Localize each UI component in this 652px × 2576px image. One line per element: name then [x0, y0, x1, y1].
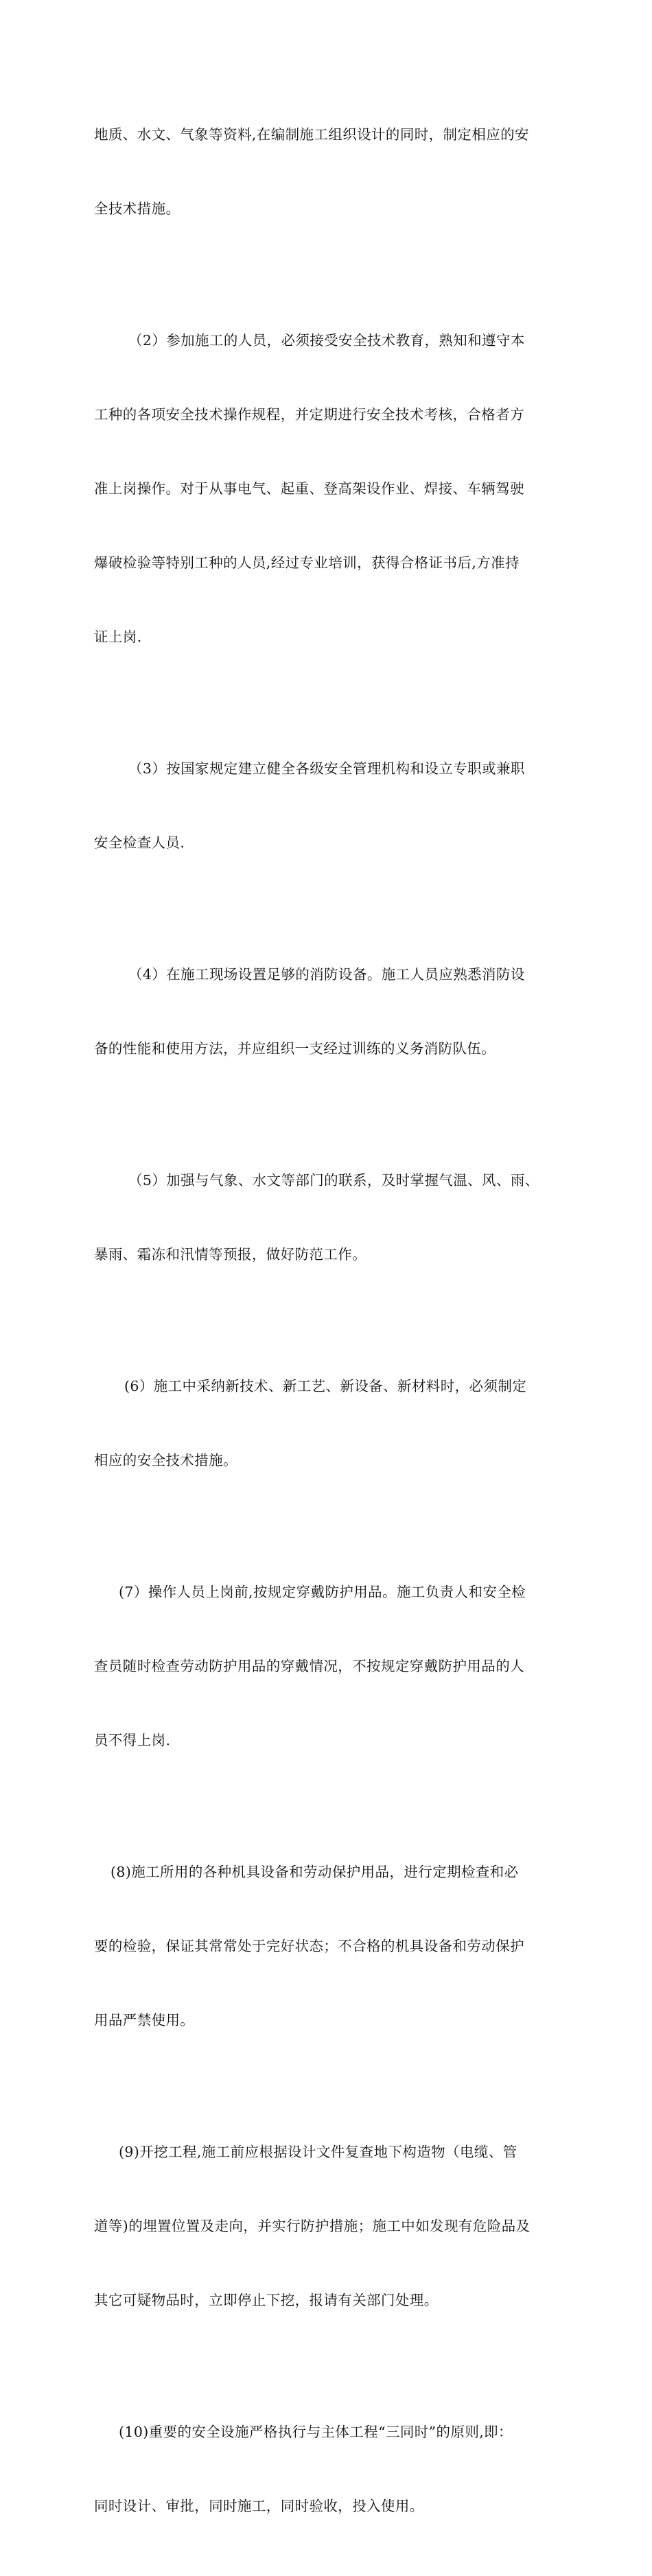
paragraph-line: 暴雨、霜冻和汛情等预报，做好防范工作。: [94, 1246, 367, 1263]
paragraph-line: 证上岗.: [94, 629, 142, 645]
paragraph-line: (9)开挖工程,施工前应根据设计文件复查地下构造物（电缆、管: [119, 2144, 517, 2160]
paragraph-item-4: [94, 913, 568, 1110]
paragraph-line: （5）加强与气象、水文等部门的联系，及时掌握气温、风、雨、: [128, 1172, 539, 1189]
paragraph-line: 安全检查人员.: [94, 834, 185, 851]
paragraph-line: 员不得上岗.: [94, 1732, 171, 1748]
paragraph-item-5: [94, 1119, 568, 1316]
paragraph-line: 准上岗操作。对于从事电气、起重、登高架设作业、焊接、车辆驾驶: [94, 480, 524, 497]
paragraph-line: 爆破检验等特别工种的人员,经过专业培训，获得合格证书后,方准持: [94, 554, 520, 571]
paragraph-item-6: [94, 1324, 568, 1522]
paragraph-line: 道等)的埋置位置及走向，并实行防护措施；施工中如发现有危险品及: [94, 2218, 531, 2234]
paragraph-item-7: [94, 1530, 568, 1802]
paragraph-line: 地质、水文、气象等资料,在编制施工组织设计的同时，制定相应的安: [94, 126, 529, 143]
document-body: [94, 73, 568, 2576]
paragraph-line: 要的检验，保证其常常处于完好状态；不合格的机具设备和劳动保护: [94, 1938, 524, 1954]
paragraph-item-10: [94, 2370, 568, 2568]
paragraph-intro: [94, 73, 568, 270]
paragraph-line: 工种的各项安全技术操作规程，并定期进行安全技术考核，合格者方: [94, 406, 524, 423]
paragraph-line: 全技术措施。: [94, 200, 181, 217]
paragraph-line: 相应的安全技术措施。: [94, 1452, 237, 1468]
paragraph-line: （2）参加施工的人员，必须接受安全技术教育，熟知和遵守本: [128, 332, 525, 349]
paragraph-line: 查员随时检查劳动防护用品的穿戴情况，不按规定穿戴防护用品的人: [94, 1658, 524, 1674]
paragraph-line: (8)施工所用的各种机具设备和劳动保护用品，进行定期检查和必: [110, 1864, 519, 1880]
paragraph-line: 用品严禁使用。: [94, 2012, 195, 2028]
paragraph-line: （4）在施工现场设置足够的消防设备。施工人员应熟悉消防设: [128, 966, 525, 983]
paragraph-item-9: [94, 2090, 568, 2362]
paragraph-line: 其它可疑物品时，立即停止下挖，报请有关部门处理。: [94, 2292, 439, 2308]
paragraph-line: 同时设计、审批，同时施工，同时验收，投入使用。: [94, 2498, 424, 2514]
paragraph-line: （3）按国家规定建立健全各级安全管理机构和设立专职或兼职: [128, 760, 525, 777]
paragraph-item-8: [94, 1810, 568, 2082]
paragraph-line: (6）施工中采纳新技术、新工艺、新设备、新材料时，必须制定: [124, 1378, 527, 1394]
paragraph-item-3: [94, 707, 568, 904]
paragraph-line: 备的性能和使用方法，并应组织一支经过训练的义务消防队伍。: [94, 1040, 496, 1057]
paragraph-line: (7）操作人员上岗前,按规定穿戴防护用品。施工负责人和安全检: [119, 1584, 526, 1600]
paragraph-line: (10)重要的安全设施严格执行与主体工程“三同时”的原则,即：: [119, 2424, 513, 2440]
paragraph-item-2: [94, 279, 568, 699]
